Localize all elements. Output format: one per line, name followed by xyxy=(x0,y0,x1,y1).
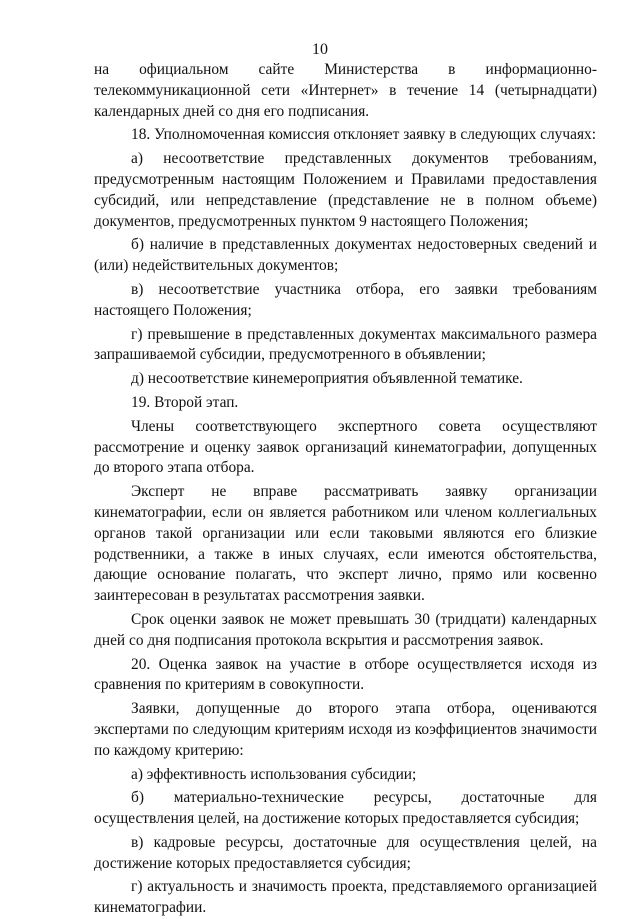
paragraph-18-d: д) несоответствие кинемероприятия объявленной тематике. xyxy=(131,370,523,388)
paragraph-20-b: б) материально-технические ресурсы, достаточные для осуществления целей, на достижение которых предоставляется субсидия; xyxy=(94,789,597,828)
paragraph-item-20: 20. Оценка заявок на участие в отборе осуществляется исходя из сравнения по критериям в совокупности. xyxy=(94,655,597,694)
paragraph-18-g: г) превышение в представленных документах максимального размера запрашиваемой субсидии, предусмотренного в объявлении; xyxy=(94,325,597,364)
paragraph-20-a: а) эффективность использования субсидии; xyxy=(131,765,417,783)
paragraph-19-members: Члены соответствующего экспертного совета осуществляют рассмотрение и оценку заявок организаций кинематографии, допущенных до второго этапа отбора. xyxy=(94,417,597,477)
document-body xyxy=(94,60,597,919)
paragraph-19-expert: Эксперт не вправе рассматривать заявку организации кинематографии, если он является работником или членом коллегиальных органов такой организации или если таковыми являются его близкие родственники, а также в иных случаях, если имеются обстоятельства, дающие основание полагать, что эксперт лично, прямо или косвенно заинтересован в результатах рассмотрения заявки. xyxy=(94,483,597,605)
paragraph-20-g: г) актуальность и значимость проекта, представляемого организацией кинематографии. xyxy=(94,878,597,917)
paragraph-18-b: б) наличие в представленных документах недостоверных сведений и (или) недействительных документов; xyxy=(94,236,597,275)
paragraph-20-v: в) кадровые ресурсы, достаточные для осуществления целей, на достижение которых предоставляется субсидия; xyxy=(94,833,597,872)
page-number: 10 xyxy=(312,41,328,58)
paragraph-18-a: а) несоответствие представленных документов требованиям, предусмотренным настоящим Положением и Правилами предоставления субсидий, или непредставление (представление не в полном объеме) документов, предусмотренных пунктом 9 настоящего Положения; xyxy=(94,150,597,230)
paragraph-continuation: на официальном сайте Министерства в информационно-телекоммуникационной сети «Интернет» в течение 14 (четырнадцати) календарных дней со дня его подписания. xyxy=(94,61,597,120)
paragraph-20-criteria: Заявки, допущенные до второго этапа отбора, оцениваются экспертами по следующим критериям исходя из коэффициентов значимости по каждому критерию: xyxy=(94,700,597,759)
paragraph-18-v: в) несоответствие участника отбора, его заявки требованиям настоящего Положения; xyxy=(94,280,597,319)
paragraph-item-18: 18. Уполномоченная комиссия отклоняет заявку в следующих случаях: xyxy=(131,126,597,144)
paragraph-item-19: 19. Второй этап. xyxy=(131,393,239,411)
paragraph-19-term: Срок оценки заявок не может превышать 30 (тридцати) календарных дней со дня подписания протокола вскрытия и рассмотрения заявок. xyxy=(94,610,597,649)
